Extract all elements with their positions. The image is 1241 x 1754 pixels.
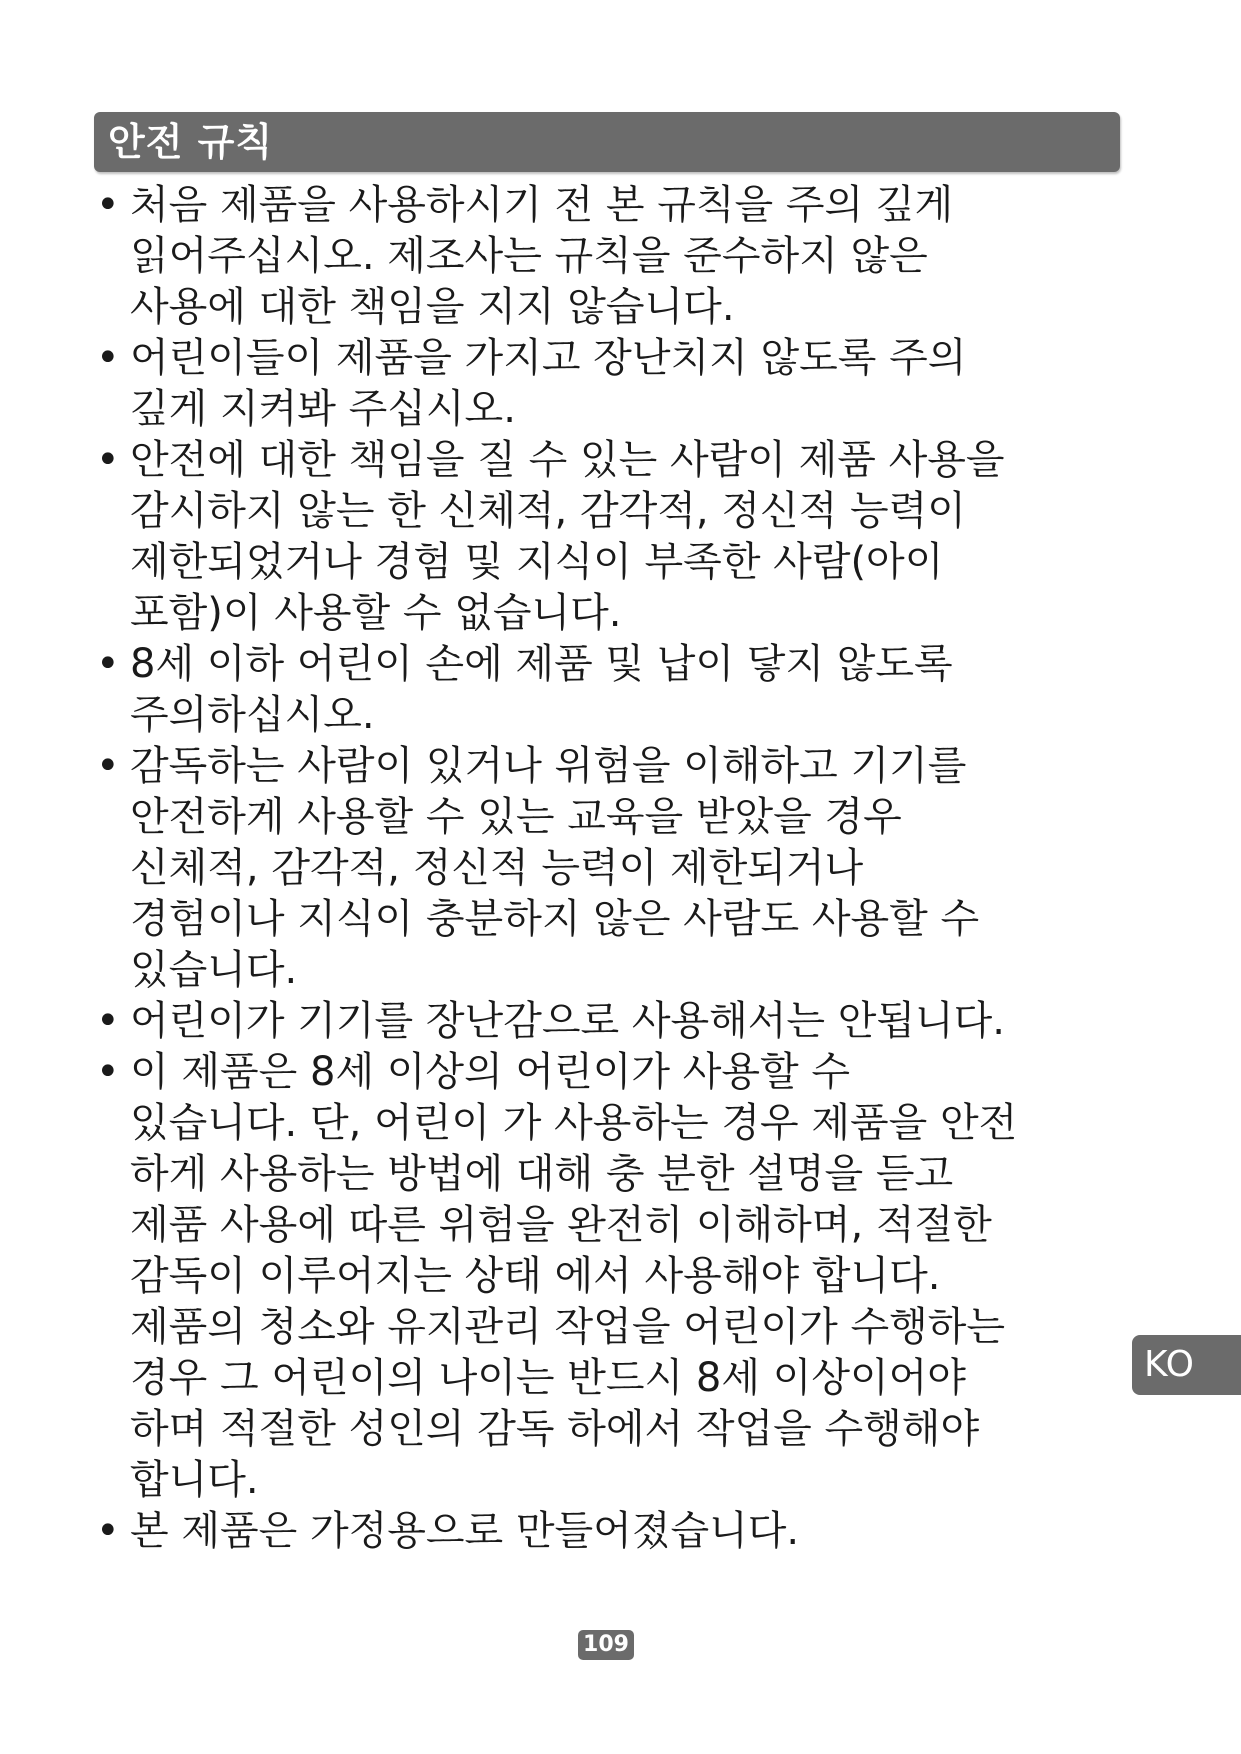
rule-item bbox=[94, 639, 1134, 741]
rule-text-line: 읽어주십시오. 제조사는 규칙을 준수하지 않은 bbox=[130, 233, 928, 279]
rule-text-line: 제한되었거나 경험 및 지식이 부족한 사람(아이 bbox=[130, 539, 944, 585]
section-header bbox=[94, 112, 1120, 172]
rule-text-line: 있습니다. bbox=[130, 947, 298, 993]
rule-item bbox=[94, 1047, 1134, 1506]
rule-text-line: 제품 사용에 따른 위험을 완전히 이해하며, 적절한 bbox=[130, 1202, 992, 1248]
language-tab: KO bbox=[1132, 1335, 1241, 1395]
rule-item bbox=[94, 333, 1134, 435]
rule-item bbox=[94, 180, 1134, 333]
rule-text-line: 감독하는 사람이 있거나 위험을 이해하고 기기를 bbox=[130, 743, 967, 789]
bullet-icon: • bbox=[96, 437, 120, 483]
rule-text-line: 하며 적절한 성인의 감독 하에서 작업을 수행해야 bbox=[130, 1406, 980, 1452]
safety-rules-list bbox=[94, 180, 1134, 1557]
rule-text-line: 어린이가 기기를 장난감으로 사용해서는 안됩니다. bbox=[130, 998, 1006, 1044]
rule-text-line: 경험이나 지식이 충분하지 않은 사람도 사용할 수 bbox=[130, 896, 980, 942]
rule-text-line: 포함)이 사용할 수 없습니다. bbox=[130, 590, 622, 636]
rule-text-line: 이 제품은 8세 이상의 어린이가 사용할 수 bbox=[130, 1049, 850, 1095]
rule-text-line: 제품의 청소와 유지관리 작업을 어린이가 수행하는 bbox=[130, 1304, 1006, 1350]
rule-text-line: 사용에 대한 책임을 지지 않습니다. bbox=[130, 284, 735, 330]
rule-text-line: 경우 그 어린이의 나이는 반드시 8세 이상이어야 bbox=[130, 1355, 966, 1401]
rule-text-line: 8세 이하 어린이 손에 제품 및 납이 닿지 않도록 bbox=[130, 641, 953, 687]
rule-text-line: 감독이 이루어지는 상태 에서 사용해야 합니다. bbox=[130, 1253, 941, 1299]
rule-text-line: 주의하십시오. bbox=[130, 692, 375, 738]
rule-text-line: 신체적, 감각적, 정신적 능력이 제한되거나 bbox=[130, 845, 864, 891]
page-number: 109 bbox=[578, 1630, 634, 1660]
rule-item bbox=[94, 435, 1134, 639]
rule-text-line: 합니다. bbox=[130, 1457, 259, 1503]
section-title: 안전 규칙 bbox=[108, 120, 274, 164]
rule-text-line: 어린이들이 제품을 가지고 장난치지 않도록 주의 bbox=[130, 335, 967, 381]
bullet-icon: • bbox=[96, 182, 120, 228]
rule-item bbox=[94, 741, 1134, 996]
bullet-icon: • bbox=[96, 641, 120, 687]
rule-item bbox=[94, 996, 1134, 1047]
rule-item bbox=[94, 1506, 1134, 1557]
rule-text-line: 본 제품은 가정용으로 만들어졌습니다. bbox=[130, 1508, 800, 1554]
bullet-icon: • bbox=[96, 998, 120, 1044]
bullet-icon: • bbox=[96, 1508, 120, 1554]
bullet-icon: • bbox=[96, 743, 120, 789]
rule-text-line: 하게 사용하는 방법에 대해 충 분한 설명을 듣고 bbox=[130, 1151, 954, 1197]
rule-text-line: 있습니다. 단, 어린이 가 사용하는 경우 제품을 안전 bbox=[130, 1100, 1018, 1146]
rule-text-line: 안전하게 사용할 수 있는 교육을 받았을 경우 bbox=[130, 794, 902, 840]
rule-text-line: 감시하지 않는 한 신체적, 감각적, 정신적 능력이 bbox=[130, 488, 966, 534]
rule-text-line: 처음 제품을 사용하시기 전 본 규칙을 주의 깊게 bbox=[130, 182, 954, 228]
bullet-icon: • bbox=[96, 1049, 120, 1095]
rule-text-line: 깊게 지켜봐 주십시오. bbox=[130, 386, 516, 432]
bullet-icon: • bbox=[96, 335, 120, 381]
rule-text-line: 안전에 대한 책임을 질 수 있는 사람이 제품 사용을 bbox=[130, 437, 1005, 483]
